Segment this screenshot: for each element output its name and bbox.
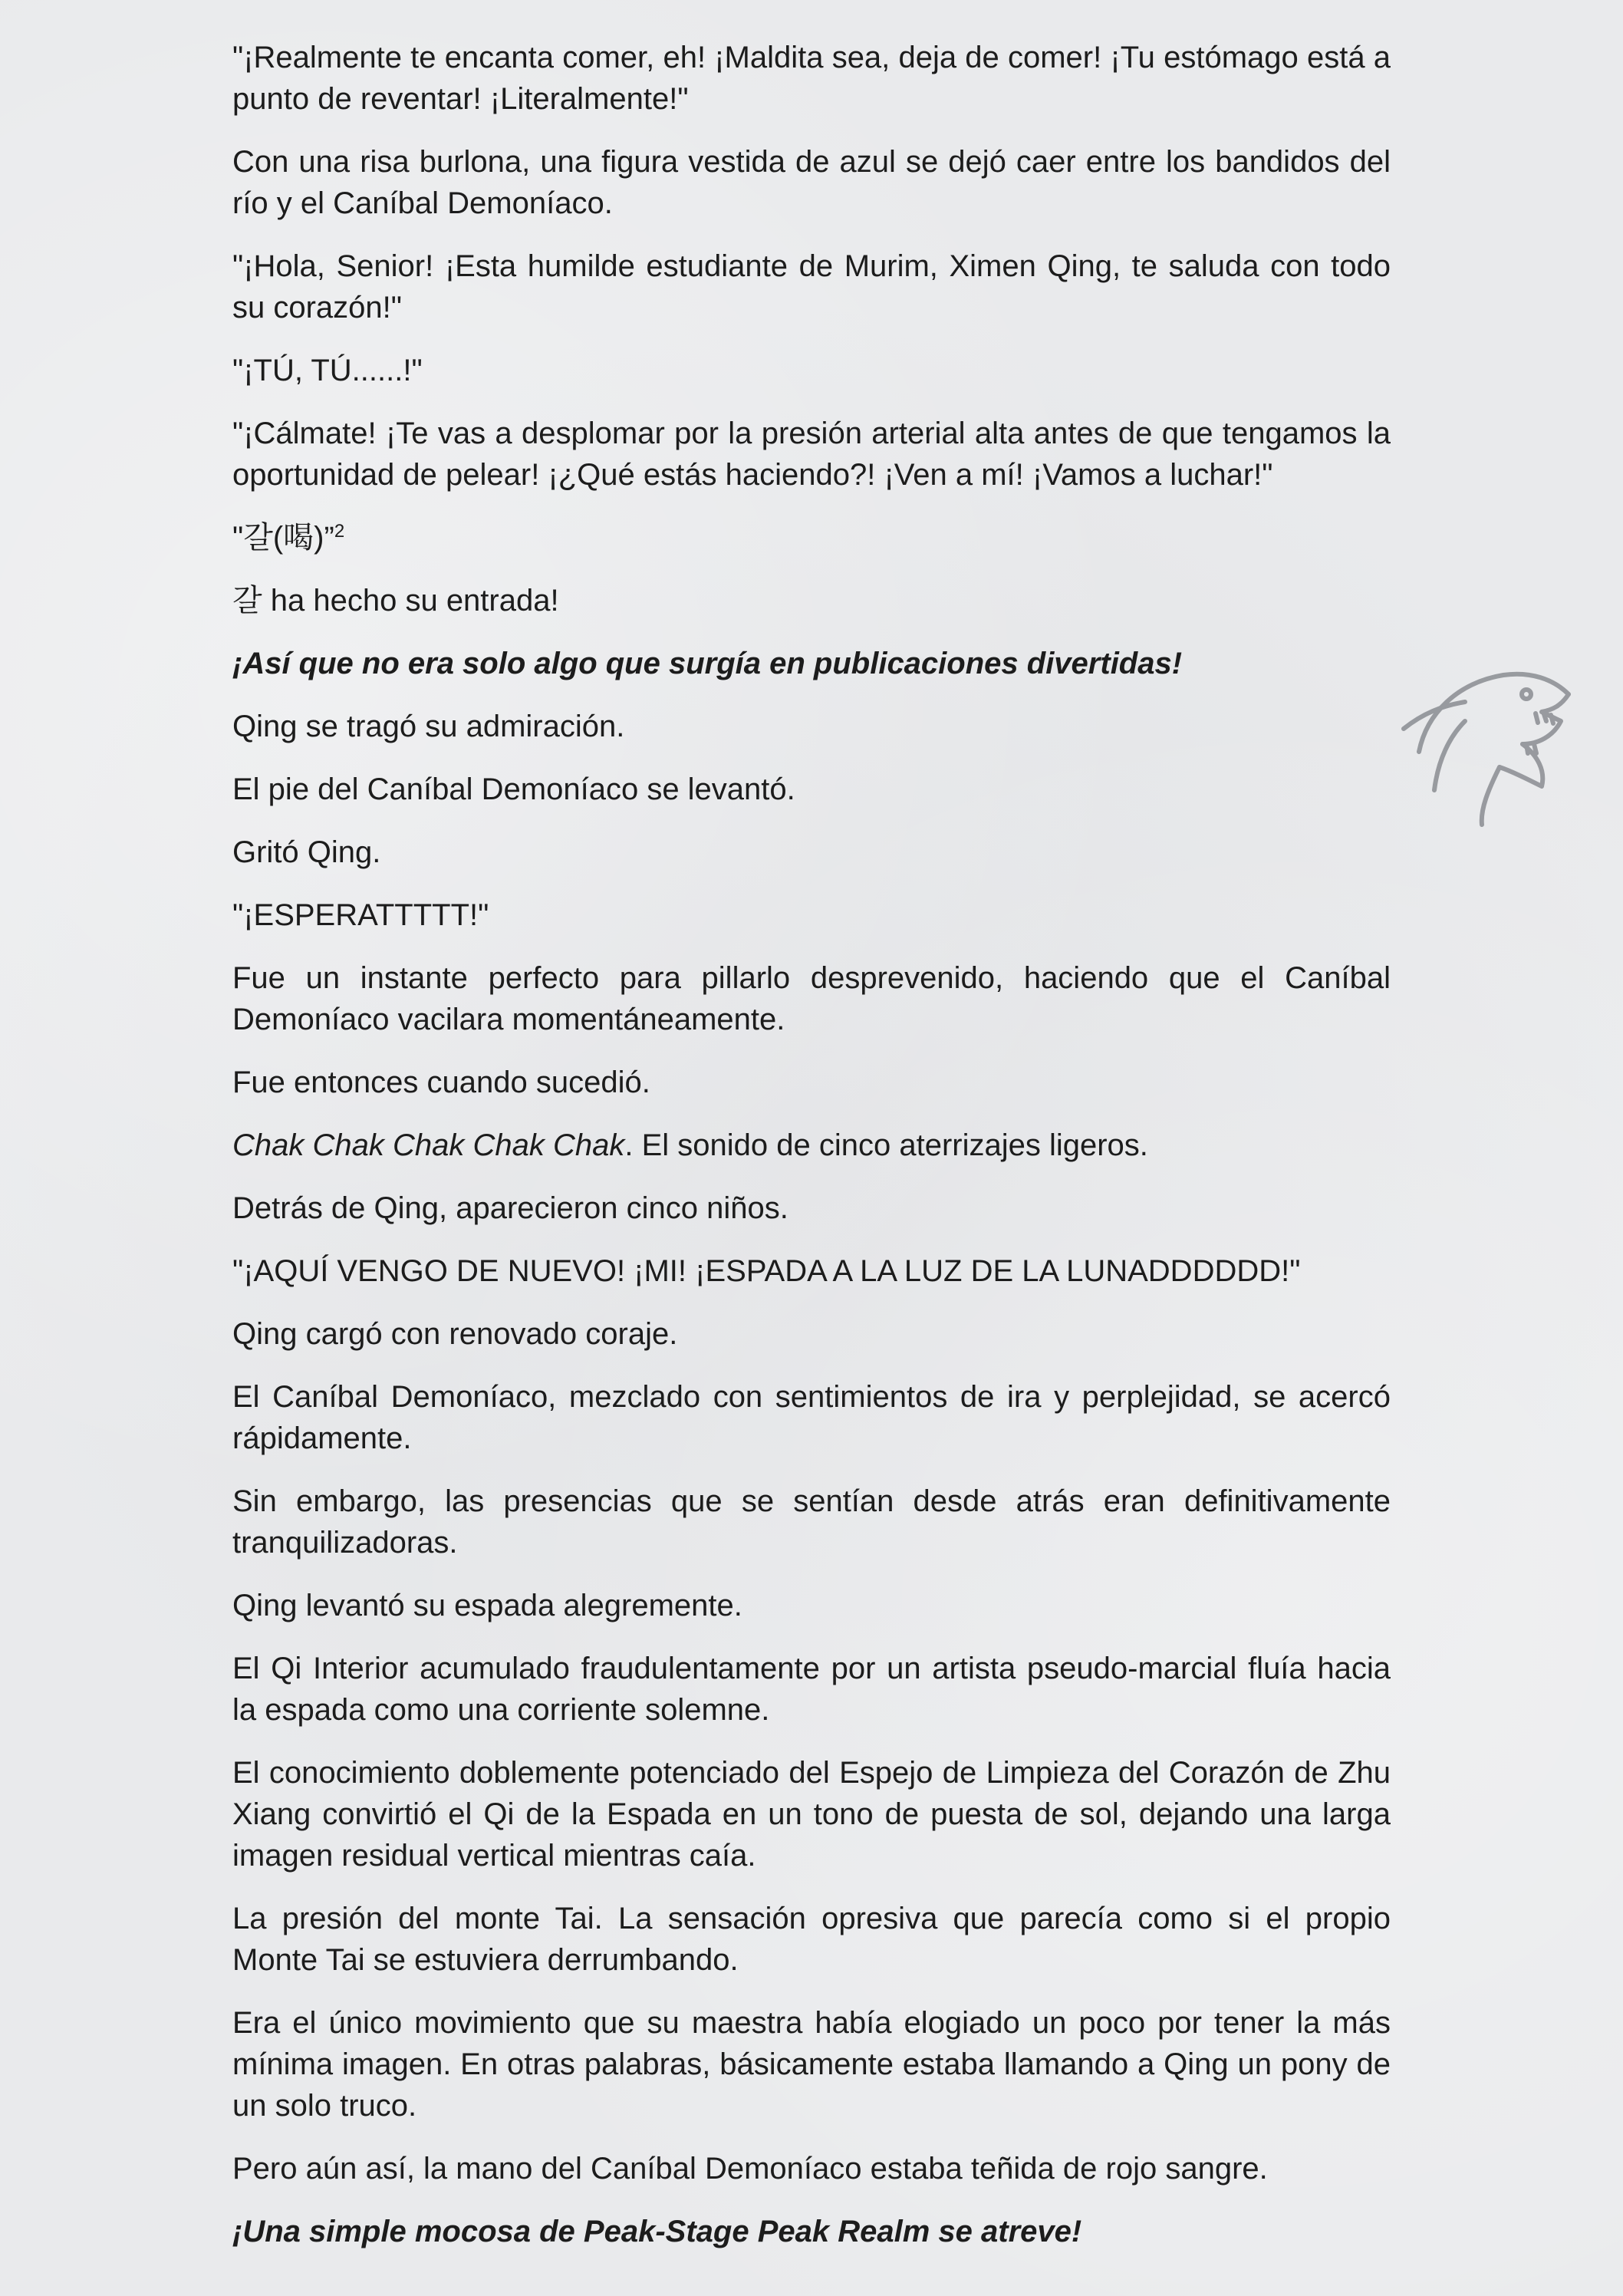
paragraph: Detrás de Qing, aparecieron cinco niños. xyxy=(232,1191,788,1225)
paragraph: El Caníbal Demoníaco, mezclado con sentimientos de ira y perplejidad, se acercó rápidamente. xyxy=(232,1380,1391,1455)
paragraph: "¡TÚ, TÚ......!" xyxy=(232,354,423,387)
emphasized-paragraph: ¡Una simple mocosa de Peak-Stage Peak Realm se atreve! xyxy=(232,2215,1082,2248)
document-body xyxy=(232,37,1391,2274)
paragraph: "¡AQUÍ VENGO DE NUEVO! ¡MI! ¡ESPADA A LA LUZ DE LA LUNADDDDDD!" xyxy=(232,1254,1301,1288)
paragraph: "¡Hola, Senior! ¡Esta humilde estudiante de Murim, Ximen Qing, te saluda con todo su corazón!" xyxy=(232,249,1391,324)
footnote-marker: 2 xyxy=(334,521,345,542)
paragraph-with-italic xyxy=(232,1125,1391,1166)
paragraph: Era el único movimiento que su maestra había elogiado un poco por tener la más mínima imagen. En otras palabras, básicamente estaba llamando a Qing un pony de un solo truco. xyxy=(232,2006,1391,2123)
paragraph: El conocimiento doblemente potenciado del Espejo de Limpieza del Corazón de Zhu Xiang convirtió el Qi de la Espada en un tono de puesta de sol, dejando una larga imagen residual vertical mientras caía. xyxy=(232,1756,1391,1873)
paragraph-text: . El sonido de cinco aterrizajes ligeros. xyxy=(624,1128,1148,1162)
paragraph: "¡Realmente te encanta comer, eh! ¡Maldita sea, deja de comer! ¡Tu estómago está a punto de reventar! ¡Literalmente!" xyxy=(232,41,1391,116)
paragraph: Qing levantó su espada alegremente. xyxy=(232,1589,742,1622)
paragraph: La presión del monte Tai. La sensación opresiva que parecía como si el propio Monte Tai se estuviera derrumbando. xyxy=(232,1902,1391,1977)
paragraph: El pie del Caníbal Demoníaco se levantó. xyxy=(232,772,795,806)
paragraph: Qing se tragó su admiración. xyxy=(232,710,625,743)
paragraph: "¡ESPERATTTTT!" xyxy=(232,898,489,932)
paragraph: Fue entonces cuando sucedió. xyxy=(232,1066,650,1099)
paragraph: Pero aún así, la mano del Caníbal Demoníaco estaba teñida de rojo sangre. xyxy=(232,2152,1268,2186)
paragraph: Sin embargo, las presencias que se sentían desde atrás eran definitivamente tranquilizadoras. xyxy=(232,1484,1391,1560)
paragraph: Fue un instante perfecto para pillarlo desprevenido, haciendo que el Caníbal Demoníaco vacilara momentáneamente. xyxy=(232,961,1391,1036)
paragraph: Con una risa burlona, una figura vestida de azul se dejó caer entre los bandidos del río y el Caníbal Demoníaco. xyxy=(232,145,1391,220)
paragraph: El Qi Interior acumulado fraudulentamente por un artista pseudo-marcial fluía hacia la espada como una corriente solemne. xyxy=(232,1652,1391,1727)
paragraph: "¡Cálmate! ¡Te vas a desplomar por la presión arterial alta antes de que tengamos la oportunidad de pelear! ¡¿Qué estás haciendo?! ¡Ven a mí! ¡Vamos a luchar!" xyxy=(232,417,1391,492)
dinosaur-head-icon xyxy=(1396,629,1580,828)
paragraph: Qing cargó con renovado coraje. xyxy=(232,1317,678,1351)
emphasized-paragraph: ¡Así que no era solo algo que surgía en publicaciones divertidas! xyxy=(232,647,1183,680)
sound-effect: Chak Chak Chak Chak Chak xyxy=(232,1128,625,1162)
paragraph-text: "갈(喝)” xyxy=(232,521,334,555)
paragraph-with-footnote xyxy=(232,517,1391,558)
paragraph: Gritó Qing. xyxy=(232,835,381,869)
paragraph: 갈 ha hecho su entrada! xyxy=(232,584,559,618)
